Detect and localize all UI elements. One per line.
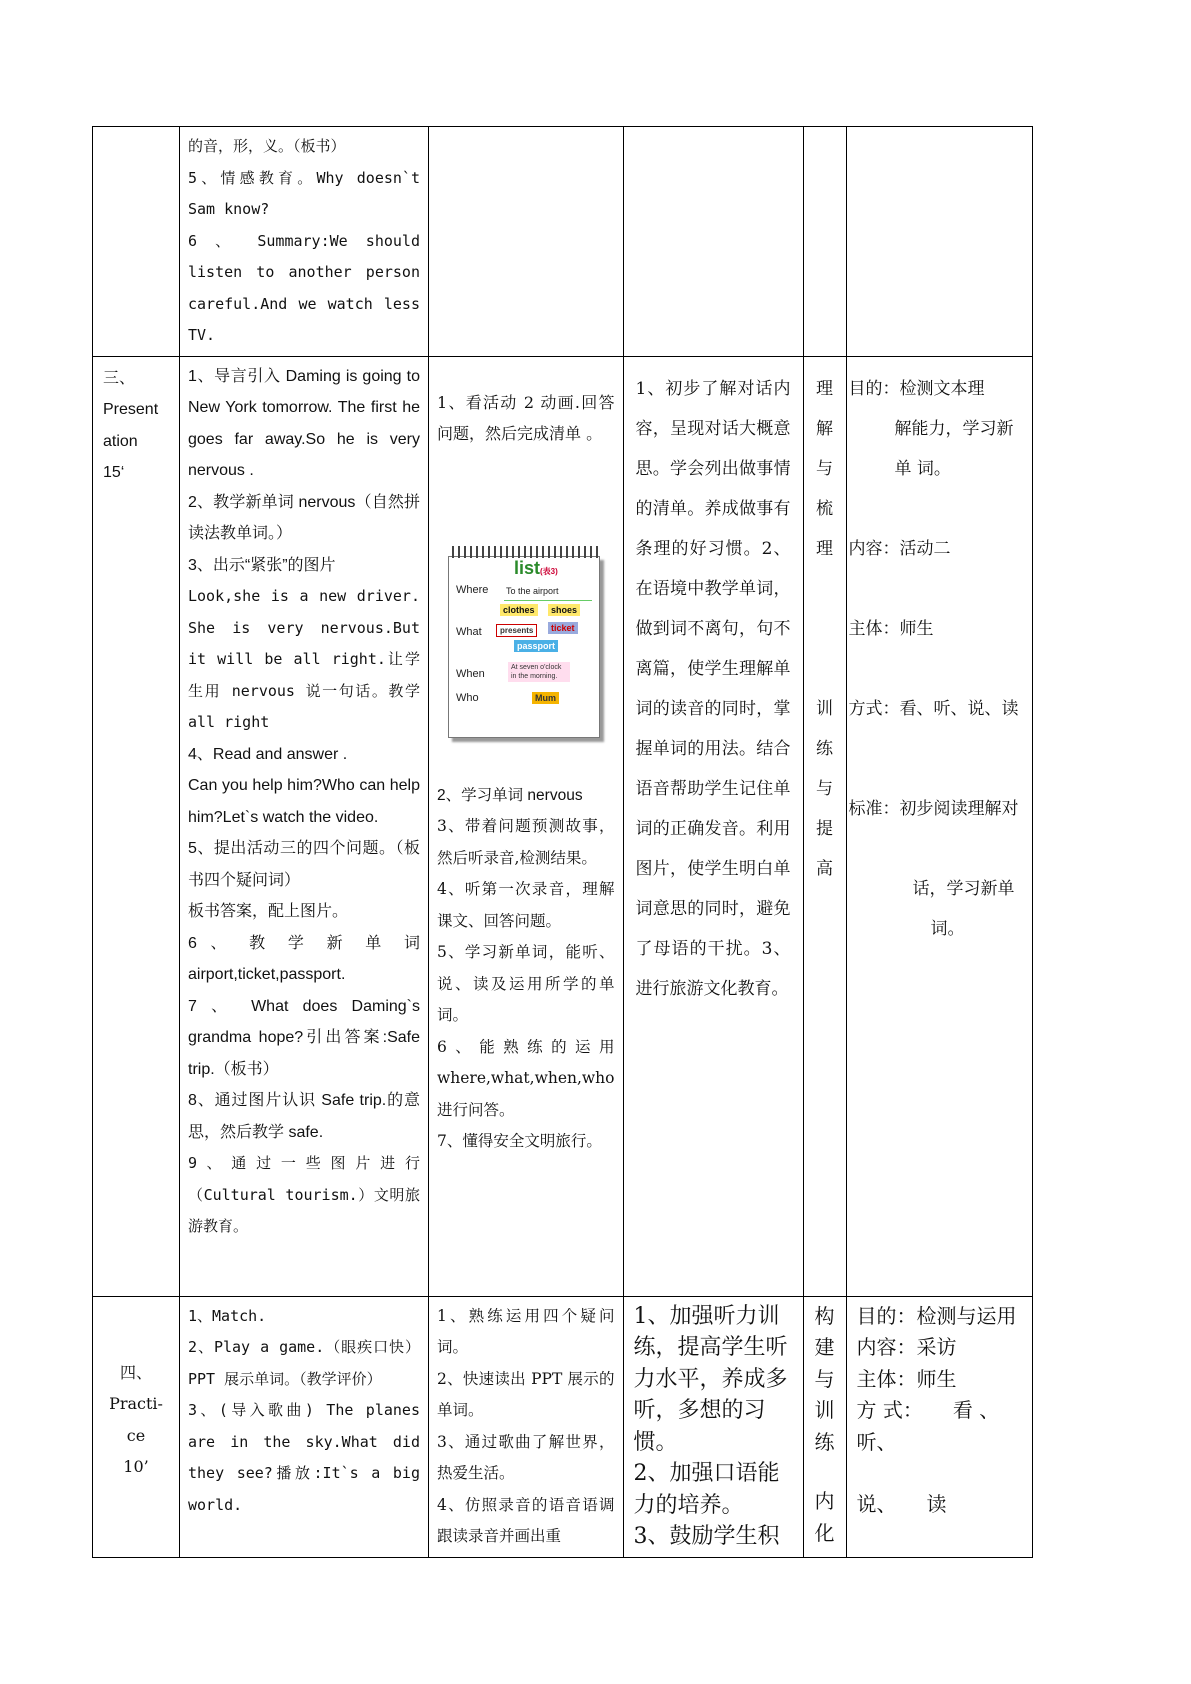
student-line: 3、带着问题预测故事，然后听录音,检测结果。 (437, 817, 615, 867)
stage-cell (93, 127, 180, 357)
design-intent-cell (623, 1296, 803, 1557)
design-intent-cell (623, 356, 803, 1296)
teacher-line: 1、导言引入 Daming is going to New York tomorrow. The first he goes far away.So he is very nervous . (188, 367, 420, 479)
list-item: ticket (548, 622, 578, 634)
teacher-line: 板书答案，配上图片。 (188, 903, 349, 920)
stage-label: Practi- (109, 1394, 163, 1413)
list-what-label: What (456, 625, 482, 638)
ability-text: 构 建 与 训 练 内 化 (814, 1303, 835, 1545)
teacher-line: 6 、 教 学 新 单 词 airport,ticket,passport. (188, 934, 420, 983)
stage-label: ation (103, 432, 138, 450)
design-intent-text: 1、初步了解对话内容，呈现对话大概意思。学会列出做事情的清单。养成做事有条理的好习惯。2、在语境中教学单词，做到词不离句，句不离篇，使学生理解单词的读音的同时，掌握单词的用法。结合语音帮助学生记住单词的正确发音。利用图片，使学生明白单词意思的同时，避免了母语的干扰。3、进行旅游文化教育。 (635, 378, 791, 999)
list-when-label: When (456, 667, 485, 680)
student-line: 1、看活动 2 动画.回答问题，然后完成清单 。 (437, 392, 615, 443)
student-line: 4、听第一次录音，理解课文、回答问题。 (437, 880, 615, 930)
stage-label: 三、 (103, 369, 136, 387)
stage-cell (93, 1296, 180, 1557)
goal-cell (846, 1296, 1032, 1557)
list-item: passport (514, 640, 558, 652)
spiral-binding (452, 546, 598, 558)
design-intent-text: 1、加强听力训练，提高学生听力水平，养成多听，多想的习惯。 2、加强口语能力的培养。 3、鼓励学生积 (633, 1303, 788, 1549)
teacher-line: 5、情感教育。Why doesn`t Sam know? (188, 168, 420, 218)
stage-label: 四、 (119, 1362, 152, 1382)
teacher-line: 3、出示“紧张”的图片 (188, 556, 336, 574)
teacher-line: 6 、 Summary:We should listen to another person careful.And we watch less TV. (188, 231, 420, 344)
stage-cell (93, 356, 180, 1296)
list-when-value: At seven o'clock in the morning. (508, 662, 570, 682)
list-item: Mum (532, 692, 559, 704)
teacher-activity-cell (180, 1296, 429, 1557)
goal-text: 目的：检测文本理 解能力，学习新 单 词。 内容：活动二 主体：师生 方式：看、听、说、读 标准：初步阅读理解对 话，学习新单 词。 (848, 378, 1019, 939)
student-line: 2、学习单词 nervous (437, 786, 583, 804)
teacher-activity-cell (180, 356, 429, 1296)
list-item: shoes (548, 604, 580, 616)
table-row (93, 1296, 1033, 1557)
teacher-line: 2、教学新单词 nervous（自然拼读法教单词。） (188, 493, 420, 542)
goal-text: 目的：检测与运用 内容：采访 主体：师生 方 式： 看 、听、 说、 读 (856, 1303, 1017, 1516)
teacher-line: 5、提出活动三的四个问题。（板书四个疑问词） (188, 840, 420, 889)
teacher-line: 1、Match. (188, 1306, 267, 1325)
student-line: 4、仿照录音的语音语调跟读录音并画出重 (437, 1495, 615, 1545)
student-line: 5、学习新单词，能听、说、读及运用所学的单词。 (437, 943, 615, 1024)
student-line: 7、懂得安全文明旅行。 (437, 1132, 602, 1150)
stage-label: 15‘ (103, 464, 125, 481)
list-where-label: Where (456, 583, 489, 596)
student-activity-cell (429, 356, 624, 1296)
student-activity-cell (429, 127, 624, 357)
ability-cell (803, 1296, 846, 1557)
student-line: 6、能熟练的运用 where,what,when,who 进行问答。 (437, 1037, 615, 1119)
list-title: list(表3) (514, 557, 558, 578)
list-who-label: Who (456, 691, 479, 704)
ability-cell (803, 127, 846, 357)
student-activity-cell (429, 1296, 624, 1557)
teacher-activity-cell (180, 127, 429, 357)
lesson-plan-table (92, 126, 1033, 1558)
teacher-line: 的音，形，义。（板书） (188, 137, 346, 155)
teacher-line: 3、(导入歌曲) The planes are in the sky.What did they see?播放:It`s a big world. (188, 1401, 420, 1514)
student-line: 3、通过歌曲了解世界，热爱生活。 (437, 1432, 615, 1482)
table-row (93, 356, 1033, 1296)
teacher-line: 2、Play a game.（眼疾口快）PPT 展示单词。（教学评价） (188, 1338, 420, 1388)
stage-label: 10’ (123, 1457, 149, 1476)
ability-cell (803, 356, 846, 1296)
teacher-line: Look,she is a new driver. She is very nervous.But it will be all right.让学生用 nervous 说一句话。教学 all right (188, 587, 420, 731)
student-line: 2、快速读出 PPT 展示的单词。 (437, 1369, 615, 1419)
teacher-line: 7 、 What does Daming`s grandma hope?引出答案:Safe trip.（板书） (188, 997, 420, 1078)
goal-cell (846, 127, 1032, 357)
stage-label: ce (126, 1425, 146, 1445)
list-image (444, 544, 608, 750)
teacher-line: 8、通过图片认识 Safe trip.的意思，然后教学 safe. (188, 1092, 420, 1141)
design-intent-cell (623, 127, 803, 357)
list-item: clothes (500, 604, 538, 616)
teacher-line: 9 、 通 过 一 些 图 片 进 行（Cultural tourism.）文明旅游教育。 (188, 1154, 420, 1235)
list-line (504, 600, 592, 601)
ability-text: 理 解 与 梳 理 训 练 与 提 高 (816, 378, 833, 879)
teacher-line: Can you help him?Who can help him?Let`s watch the video. (188, 777, 420, 826)
list-where-value: To the airport (506, 585, 559, 596)
stage-label: Present (103, 401, 159, 418)
table-row (93, 127, 1033, 357)
teacher-line: 4、Read and answer . (188, 745, 348, 763)
goal-cell (846, 356, 1032, 1296)
list-item: presents (496, 624, 537, 637)
student-line: 1、熟练运用四个疑问词。 (437, 1306, 615, 1356)
